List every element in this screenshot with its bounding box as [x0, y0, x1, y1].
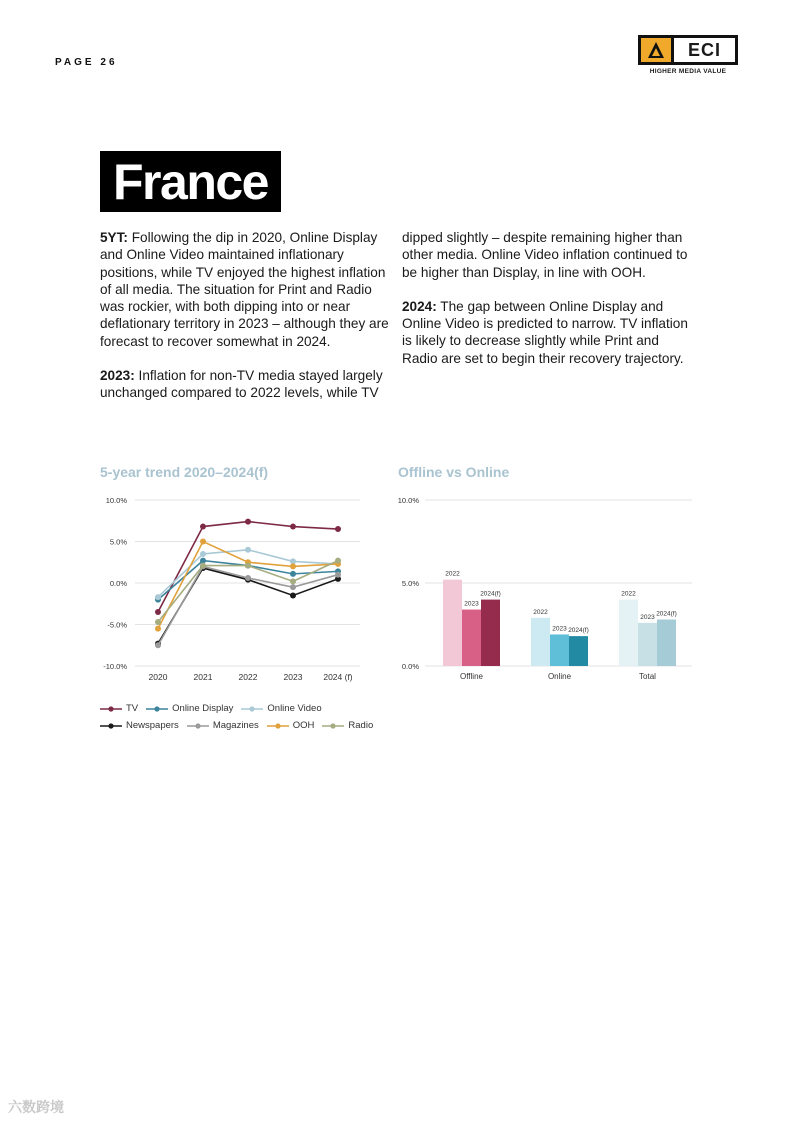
page-number: PAGE 26 — [55, 57, 118, 68]
bar-offline-2024f — [481, 600, 500, 666]
data-point — [200, 551, 206, 557]
line-chart — [95, 490, 395, 690]
legend-item — [187, 720, 259, 731]
y-tick-label: -10.0% — [103, 662, 127, 671]
legend-label: Online Display — [172, 703, 234, 714]
x-tick-label: Online — [547, 672, 572, 681]
bar-label: 2024(f) — [656, 610, 677, 618]
legend-item — [267, 720, 315, 731]
bar-total-2023 — [638, 623, 657, 666]
x-tick-label: 2024 (f) — [323, 672, 353, 682]
legend-marker-icon — [100, 722, 122, 730]
data-point — [200, 524, 206, 530]
bar-label: 2022 — [533, 608, 548, 616]
bar-label: 2022 — [445, 570, 460, 578]
x-tick-label: Total — [639, 672, 656, 681]
body-column-left — [100, 229, 392, 419]
logo-tagline: HIGHER MEDIA VALUE — [649, 68, 727, 75]
y-tick-label: 0.0% — [109, 579, 127, 588]
y-tick-label: 0.0% — [401, 662, 419, 671]
y-tick-label: 10.0% — [105, 496, 127, 505]
data-point — [155, 609, 161, 615]
legend-item — [100, 703, 138, 714]
data-point — [200, 539, 206, 545]
x-tick-label: Offline — [460, 672, 483, 681]
bar-label: 2024(f) — [480, 590, 501, 598]
data-point — [290, 584, 296, 590]
paragraph-2024: 2024: The gap between Online Display and Online Video is predicted to narrow. TV inflation is likely to decrease slightly while Print and Radio are set to begin their recovery trajectory. — [402, 298, 688, 366]
bar-online-2023 — [550, 634, 569, 666]
legend-label: Magazines — [212, 720, 259, 731]
line-chart-legend — [100, 703, 400, 737]
x-tick-label: 2022 — [238, 672, 258, 682]
legend-label: Online Video — [267, 703, 322, 714]
bar-label: 2023 — [552, 625, 567, 633]
legend-marker-icon — [267, 722, 289, 730]
bar-chart — [395, 490, 695, 690]
legend-label: Radio — [348, 720, 374, 731]
bar-label: 2023 — [464, 600, 479, 608]
bar-label: 2023 — [640, 613, 655, 621]
data-point — [155, 642, 161, 648]
data-point — [200, 563, 206, 569]
data-point — [290, 571, 296, 577]
legend-item — [322, 720, 373, 731]
legend-marker-icon — [146, 705, 168, 713]
line-chart-title: 5-year trend 2020–2024(f) — [100, 464, 269, 480]
paragraph-5yt: 5YT: Following the dip in 2020, Online Display and Online Video maintained inflationary positions, while TV enjoyed the highest inflation of all media. The situation for Print and Radio was rockier, with both dipping into or near deflationary territory in 2023 – although they are forecast to recover somewhat in 2024. — [100, 230, 389, 349]
legend-marker-icon — [187, 722, 209, 730]
y-tick-label: -5.0% — [107, 620, 127, 630]
bar-label: 2024(f) — [568, 627, 589, 635]
data-point — [245, 547, 251, 553]
watermark: 六数跨境 — [8, 1099, 64, 1115]
data-point — [335, 572, 341, 578]
bar-chart-title: Offline vs Online — [398, 464, 510, 480]
legend-marker-icon — [241, 705, 263, 713]
data-point — [155, 626, 161, 632]
eci-logo — [638, 35, 738, 75]
data-point — [245, 563, 251, 569]
data-point — [335, 526, 341, 532]
bar-online-2024f — [569, 636, 588, 666]
data-point — [245, 575, 251, 581]
data-point — [290, 563, 296, 569]
logo-text: ECI — [687, 39, 721, 60]
series-line-ooh — [158, 542, 338, 629]
legend-marker-icon — [322, 722, 344, 730]
page-title — [100, 151, 281, 212]
legend-label: TV — [126, 703, 139, 714]
y-tick-label: 10.0% — [397, 496, 419, 505]
data-point — [245, 519, 251, 525]
bar-offline-2023 — [462, 610, 481, 666]
bar-total-2024f — [657, 620, 676, 666]
x-tick-label: 2021 — [193, 672, 213, 682]
data-point — [155, 594, 161, 600]
eci-mark-icon — [641, 38, 674, 62]
series-line-radio — [158, 561, 338, 622]
page-title-text: France — [113, 153, 268, 210]
data-point — [335, 558, 341, 564]
bar-label: 2022 — [621, 590, 636, 598]
legend-item — [241, 703, 321, 714]
legend-marker-icon — [100, 705, 122, 713]
y-tick-label: 5.0% — [109, 537, 127, 547]
x-tick-label: 2023 — [283, 672, 303, 682]
paragraph-2023-cont: dipped slightly – despite remaining higher than other media. Online Video inflation continued to be higher than Display, in line with OOH. — [402, 230, 688, 280]
body-column-right — [402, 229, 694, 384]
legend-label: OOH — [292, 720, 315, 731]
data-point — [290, 592, 296, 598]
bar-offline-2022 — [443, 580, 462, 666]
x-tick-label: 2020 — [148, 672, 168, 682]
data-point — [290, 578, 296, 584]
legend-item — [146, 703, 233, 714]
paragraph-2023: 2023: Inflation for non-TV media stayed largely unchanged compared to 2022 levels, while TV — [100, 368, 383, 401]
bar-total-2022 — [619, 600, 638, 666]
legend-item — [100, 720, 179, 731]
data-point — [155, 619, 161, 625]
data-point — [290, 524, 296, 530]
y-tick-label: 5.0% — [401, 579, 419, 588]
legend-label: Newspapers — [126, 720, 179, 731]
bar-online-2022 — [531, 618, 550, 666]
